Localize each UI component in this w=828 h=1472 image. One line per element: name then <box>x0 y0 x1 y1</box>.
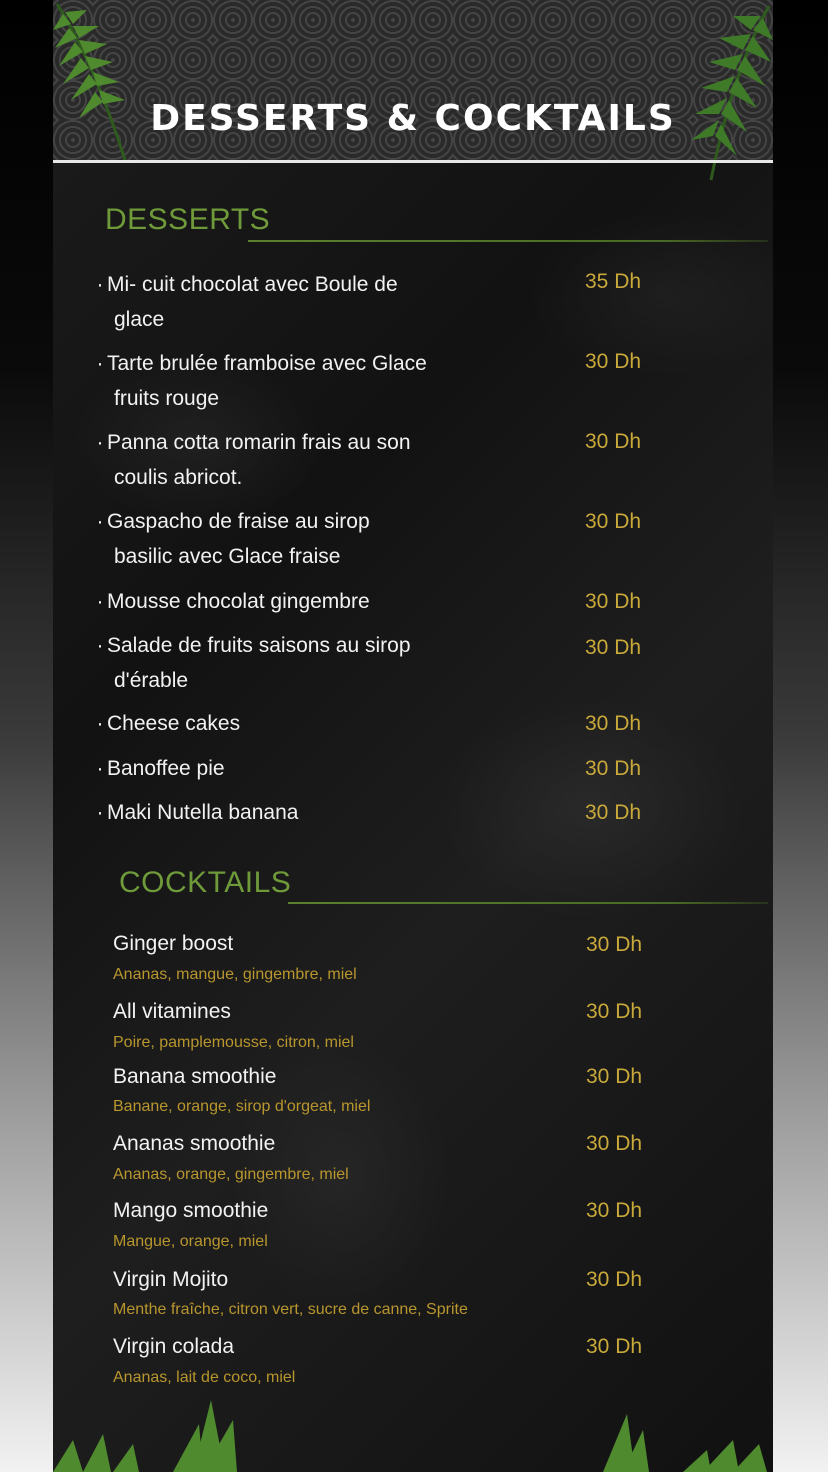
dessert-item: · Banoffee pie <box>96 757 225 780</box>
dessert-item: · Mi- cuit chocolat avec Boule de glace <box>96 273 398 331</box>
cocktail-name: Ananas smoothie <box>113 1132 276 1155</box>
palm-leaf-icon <box>53 1400 253 1472</box>
page-title: DESSERTS & COCKTAILS <box>150 98 676 139</box>
cocktail-name: Banana smoothie <box>113 1065 277 1088</box>
cocktail-ingredients: Ananas, orange, gingembre, miel <box>113 1166 349 1183</box>
cocktail-ingredients: Poire, pamplemousse, citron, miel <box>113 1034 354 1051</box>
cocktail-name: Virgin Mojito <box>113 1268 229 1291</box>
dessert-item: · Panna cotta romarin frais au son coulis abricot. <box>96 431 411 489</box>
cocktail-name: Mango smoothie <box>113 1199 269 1222</box>
desserts-divider <box>248 240 768 242</box>
palm-leaf-icon <box>583 1400 773 1472</box>
desserts-heading: DESSERTS <box>105 203 271 236</box>
dessert-price: 30 Dh <box>585 510 642 533</box>
cocktails-divider <box>288 902 768 904</box>
dessert-item: · Tarte brulée framboise avec Glace fruits rouge <box>96 352 427 410</box>
cocktail-ingredients: Ananas, lait de coco, miel <box>113 1369 296 1386</box>
dessert-item: · Cheese cakes <box>96 712 241 735</box>
dessert-price: 35 Dh <box>585 270 642 293</box>
cocktails-heading: COCKTAILS <box>119 866 292 899</box>
cocktail-price: 30 Dh <box>586 1065 643 1088</box>
dessert-item: · Mousse chocolat gingembre <box>96 590 370 613</box>
cocktail-ingredients: Ananas, mangue, gingembre, miel <box>113 966 357 983</box>
cocktail-price: 30 Dh <box>586 1268 643 1291</box>
dessert-item: · Salade de fruits saisons au sirop d'érable <box>96 634 411 692</box>
dessert-price: 30 Dh <box>585 350 642 373</box>
dessert-price: 30 Dh <box>585 712 642 735</box>
palm-leaf-icon <box>53 0 133 170</box>
cocktail-price: 30 Dh <box>586 1199 643 1222</box>
cocktail-name: All vitamines <box>113 1000 231 1023</box>
cocktail-ingredients: Menthe fraîche, citron vert, sucre de canne, Sprite <box>113 1301 468 1318</box>
cocktail-ingredients: Banane, orange, sirop d'orgeat, miel <box>113 1098 371 1115</box>
header-divider <box>53 160 773 163</box>
dessert-item: · Gaspacho de fraise au sirop basilic avec Glace fraise <box>96 510 370 568</box>
dessert-price: 30 Dh <box>585 801 642 824</box>
menu-card <box>53 0 773 1472</box>
cocktail-price: 30 Dh <box>586 1132 643 1155</box>
dessert-price: 30 Dh <box>585 636 642 659</box>
cocktail-price: 30 Dh <box>586 933 643 956</box>
cocktail-name: Virgin colada <box>113 1335 235 1358</box>
cocktail-price: 30 Dh <box>586 1000 643 1023</box>
dessert-price: 30 Dh <box>585 590 642 613</box>
dessert-item: · Maki Nutella banana <box>96 801 299 824</box>
cocktail-ingredients: Mangue, orange, miel <box>113 1233 268 1250</box>
dessert-price: 30 Dh <box>585 430 642 453</box>
cocktail-name: Ginger boost <box>113 932 234 955</box>
dessert-price: 30 Dh <box>585 757 642 780</box>
cocktail-price: 30 Dh <box>586 1335 643 1358</box>
